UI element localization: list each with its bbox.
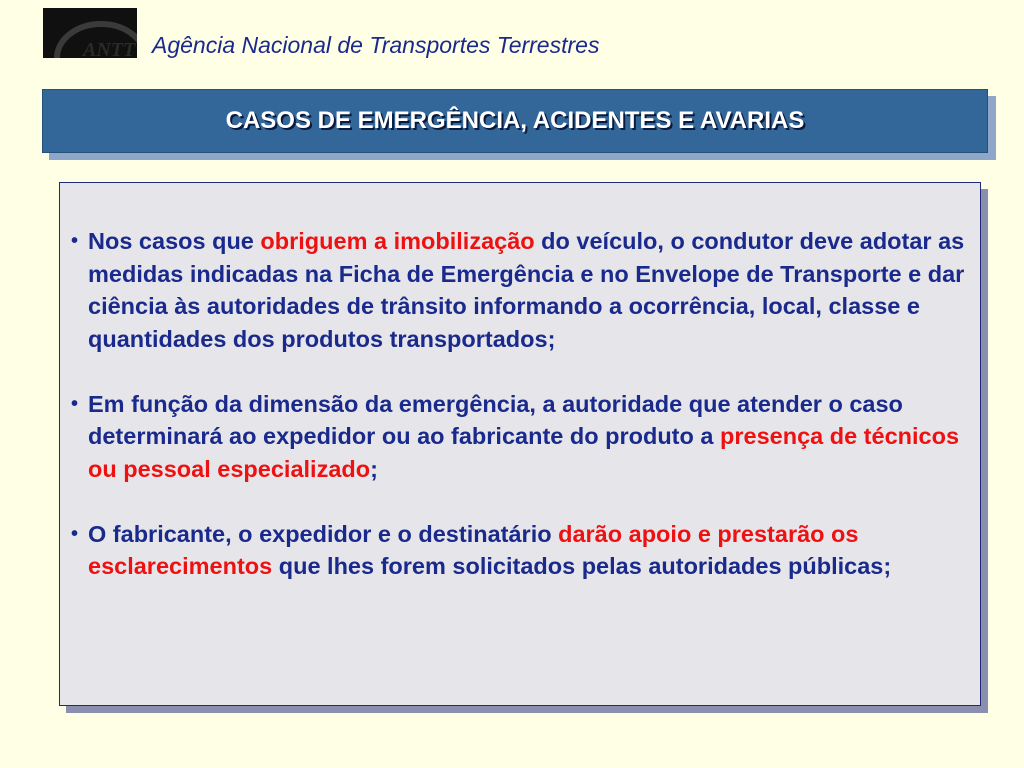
bullet-text: do veículo, o condutor deve adotar as medidas indicadas na Ficha de Emergência e no Envelope de Transporte e dar ciência às autoridades de trânsito informando a ocorrência, local, classe e quantidades dos produtos transportados; [88,228,965,352]
slide-title: CASOS DE EMERGÊNCIA, ACIDENTES E AVARIAS [225,107,805,134]
bullet-text: ; [370,455,378,482]
bullet-highlight: darão apoio e prestarão os esclarecimentos [88,520,859,579]
bullet-text: O fabricante, o expedidor e o destinatário [88,520,559,547]
bullet-list [70,225,970,615]
svg-text:ANTT: ANTT [83,39,136,58]
bullet-text: Nos casos que [88,228,261,254]
bullet-text: que lhes forem solicitados pelas autoridades públicas; [272,553,892,579]
bullet-text: Em função da dimensão da emergência, a autoridade que atender o caso determinará ao expedidor ou ao fabricante do produto a [88,390,903,449]
antt-logo [43,8,137,58]
bullet-item [70,518,970,583]
bullet-highlight: presença de técnicos ou pessoal especializado [88,423,960,482]
bullet-item [70,388,970,486]
antt-logo-graphic [43,8,137,58]
bullet-highlight: obriguem a imobilização [260,228,535,254]
title-banner [42,89,988,153]
agency-name: Agência Nacional de Transportes Terrestres [152,32,600,58]
bullet-item [70,225,970,355]
